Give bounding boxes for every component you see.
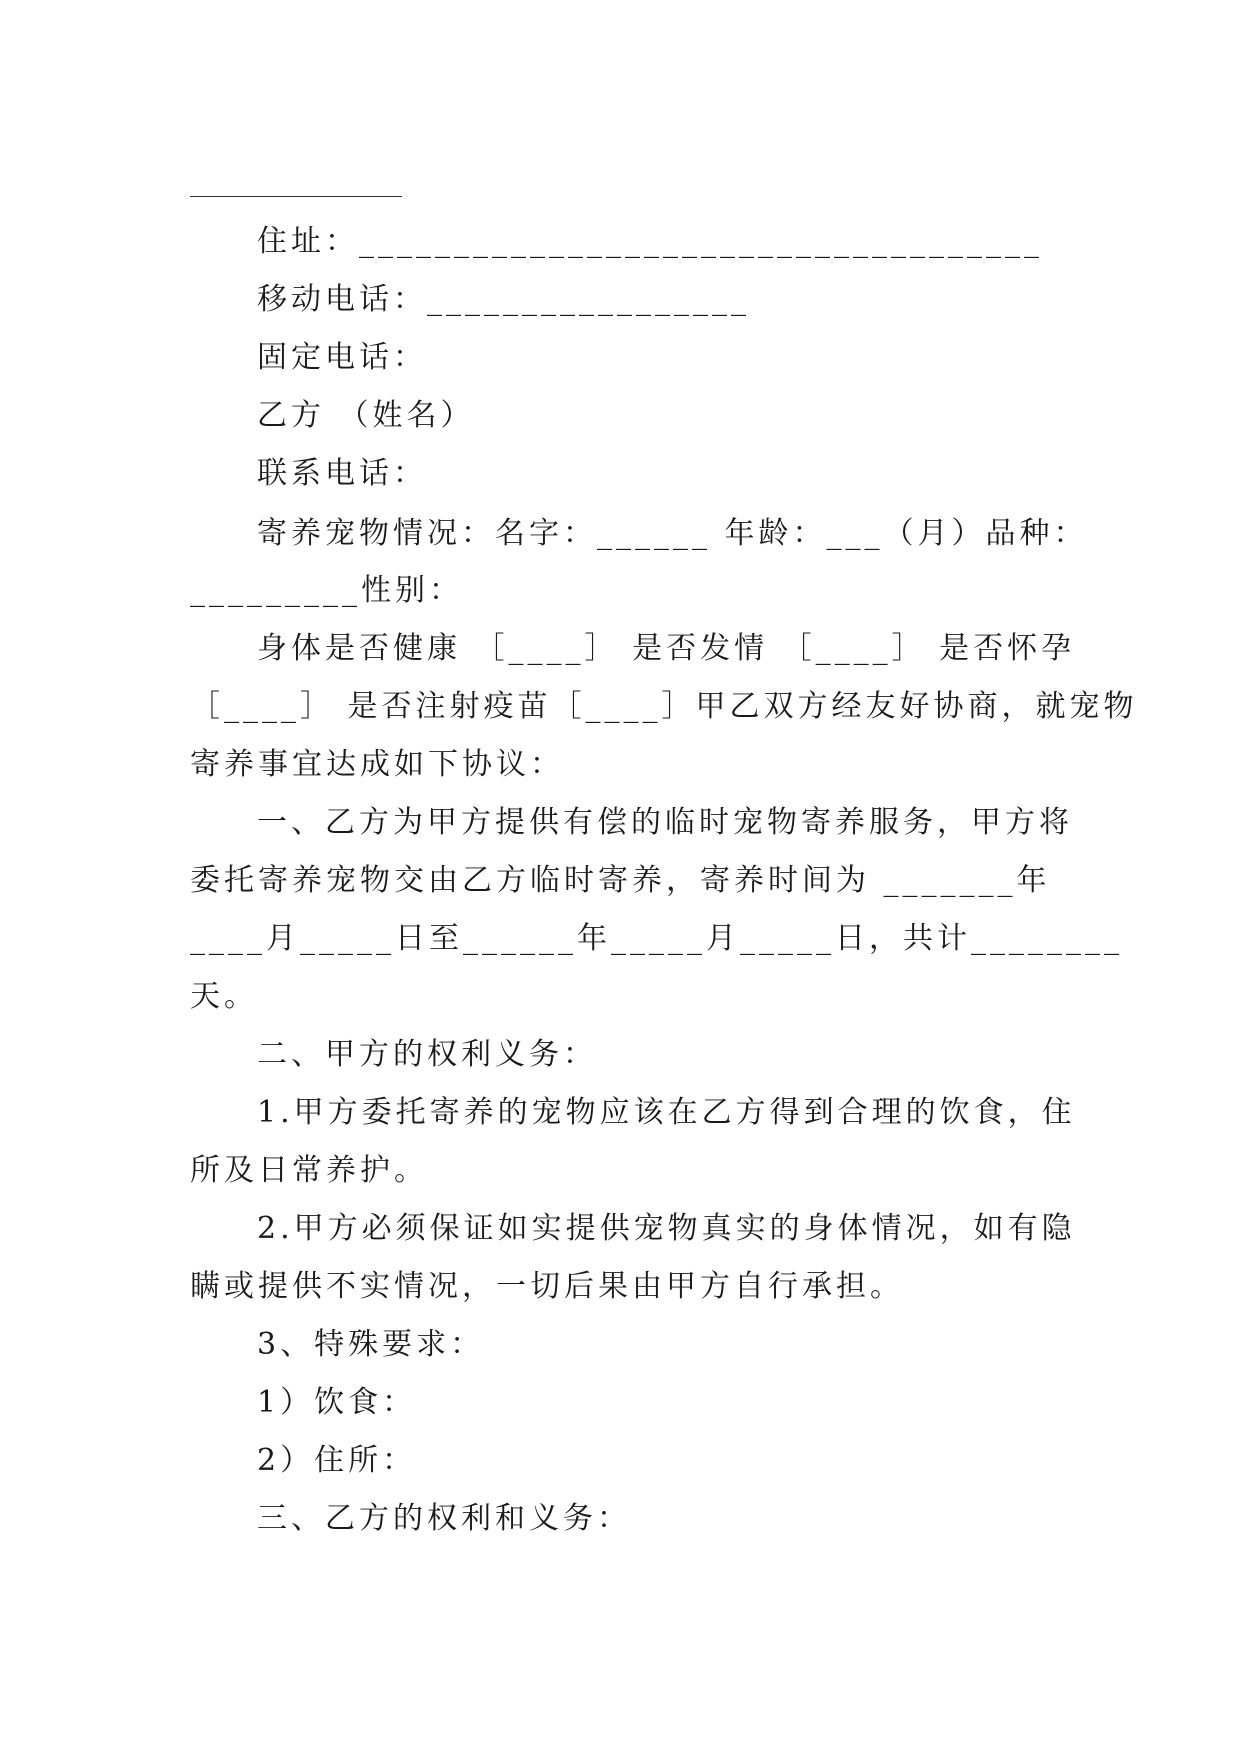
section-two-heading: 二、甲方的权利义务： (257, 1037, 597, 1072)
clause-one-line-1: 一、乙方为甲方提供有偿的临时宠物寄养服务，甲方将 (257, 805, 1073, 840)
mobile-phone-line: 移动电话：_________________ (257, 282, 750, 317)
item-two-line-2: 瞒或提供不实情况，一切后果由甲方自行承担。 (190, 1269, 904, 1304)
vaccine-status-line: ［____］ 是否注射疫苗［____］甲乙双方经友好协商，就宠物 (190, 689, 1138, 724)
party-b-name-line: 乙方 （姓名） (257, 398, 475, 433)
diet-requirement-line: 1）饮食： (257, 1385, 417, 1420)
item-one-line-1: 1.甲方委托寄养的宠物应该在乙方得到合理的饮食，住 (257, 1095, 1076, 1130)
pet-info-line: 寄养宠物情况：名字：______ 年龄：___（月）品种： (257, 516, 1088, 551)
pet-gender-line: _________性别： (190, 573, 463, 608)
section-three-heading: 三、乙方的权利和义务： (257, 1501, 631, 1536)
housing-requirement-line: 2）住所： (257, 1443, 417, 1478)
clause-one-line-3: ____月_____日至______年_____月_____日，共计________ (190, 921, 1123, 956)
item-two-line-1: 2.甲方必须保证如实提供宠物真实的身体情况，如有隐 (257, 1211, 1076, 1246)
landline-phone-line: 固定电话： (257, 340, 427, 375)
address-line: 住址：____________________________________ (257, 224, 1043, 259)
item-three-heading: 3、特殊要求： (257, 1327, 485, 1362)
item-one-line-2: 所及日常养护。 (190, 1153, 428, 1188)
agreement-intro-line: 寄养事宜达成如下协议： (190, 747, 564, 782)
clause-one-line-2: 委托寄养宠物交由乙方临时寄养，寄养时间为 _______年 (190, 863, 1051, 898)
health-status-line: 身体是否健康 ［____］ 是否发情 ［____］ 是否怀孕 (257, 631, 1076, 666)
party-b-contact-line: 联系电话： (257, 456, 427, 491)
clause-one-line-4: 天。 (190, 979, 258, 1014)
top-rule-line (190, 196, 402, 197)
